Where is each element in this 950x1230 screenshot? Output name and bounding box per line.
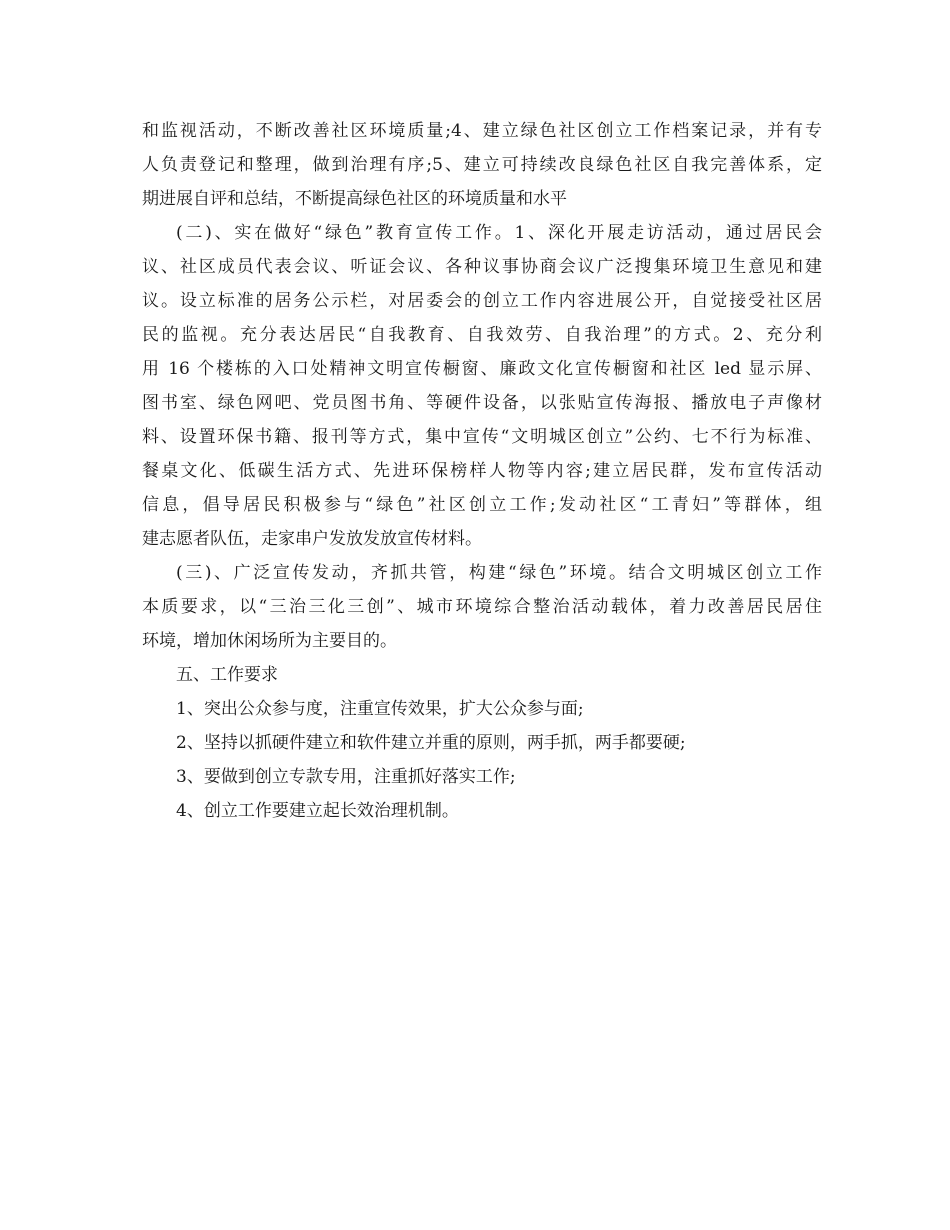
- paragraph-line: 环境，增加休闲场所为主要目的。: [142, 631, 397, 651]
- paragraph-line: 人负责登记和整理，做到治理有序;5、建立可持续改良绿色社区自我完善体系，定: [142, 155, 822, 175]
- paragraph-line: 和监视活动，不断改善社区环境质量;4、建立绿色社区创立工作档案记录，并有专: [142, 121, 822, 141]
- requirement-item: 4、创立工作要建立起长效治理机制。: [176, 801, 459, 821]
- paragraph-line: 用 16 个楼栋的入口处精神文明宣传橱窗、廉政文化宣传橱窗和社区 led 显示屏、: [142, 359, 822, 379]
- requirement-item: 1、突出公众参与度，注重宣传效果，扩大公众参与面;: [176, 699, 584, 719]
- paragraph-line: 本质要求，以“三治三化三创”、城市环境综合整治活动载体，着力改善居民居住: [142, 597, 822, 617]
- paragraph-line: 料、设置环保书籍、报刊等方式，集中宣传“文明城区创立”公约、七不行为标准、: [142, 427, 822, 447]
- section-two-heading-line: (二)、实在做好“绿色”教育宣传工作。1、深化开展走访活动，通过居民会: [176, 223, 822, 243]
- document-body: [142, 114, 822, 828]
- requirement-item: 2、坚持以抓硬件建立和软件建立并重的原则，两手抓，两手都要硬;: [176, 733, 686, 753]
- paragraph-line: 信息，倡导居民积极参与“绿色”社区创立工作;发动社区“工青妇”等群体，组: [142, 495, 822, 515]
- paragraph-line: 餐桌文化、低碳生活方式、先进环保榜样人物等内容;建立居民群，发布宣传活动: [142, 461, 822, 481]
- paragraph-line: 建志愿者队伍，走家串户发放发放宣传材料。: [142, 529, 482, 549]
- paragraph-line: 图书室、绿色网吧、党员图书角、等硬件设备，以张贴宣传海报、播放电子声像材: [142, 393, 822, 413]
- paragraph-line: 议、社区成员代表会议、听证会议、各种议事协商会议广泛搜集环境卫生意见和建: [142, 257, 822, 277]
- section-five-heading: 五、工作要求: [176, 665, 278, 685]
- paragraph-line: 民的监视。充分表达居民“自我教育、自我效劳、自我治理”的方式。2、充分利: [142, 325, 822, 345]
- paragraph-line: 期进展自评和总结，不断提高绿色社区的环境质量和水平: [142, 189, 567, 209]
- requirement-item: 3、要做到创立专款专用，注重抓好落实工作;: [176, 767, 516, 787]
- paragraph-line: 议。设立标准的居务公示栏，对居委会的创立工作内容进展公开，自觉接受社区居: [142, 291, 822, 311]
- section-three-heading-line: (三)、广泛宣传发动，齐抓共管，构建“绿色”环境。结合文明城区创立工作: [176, 563, 822, 583]
